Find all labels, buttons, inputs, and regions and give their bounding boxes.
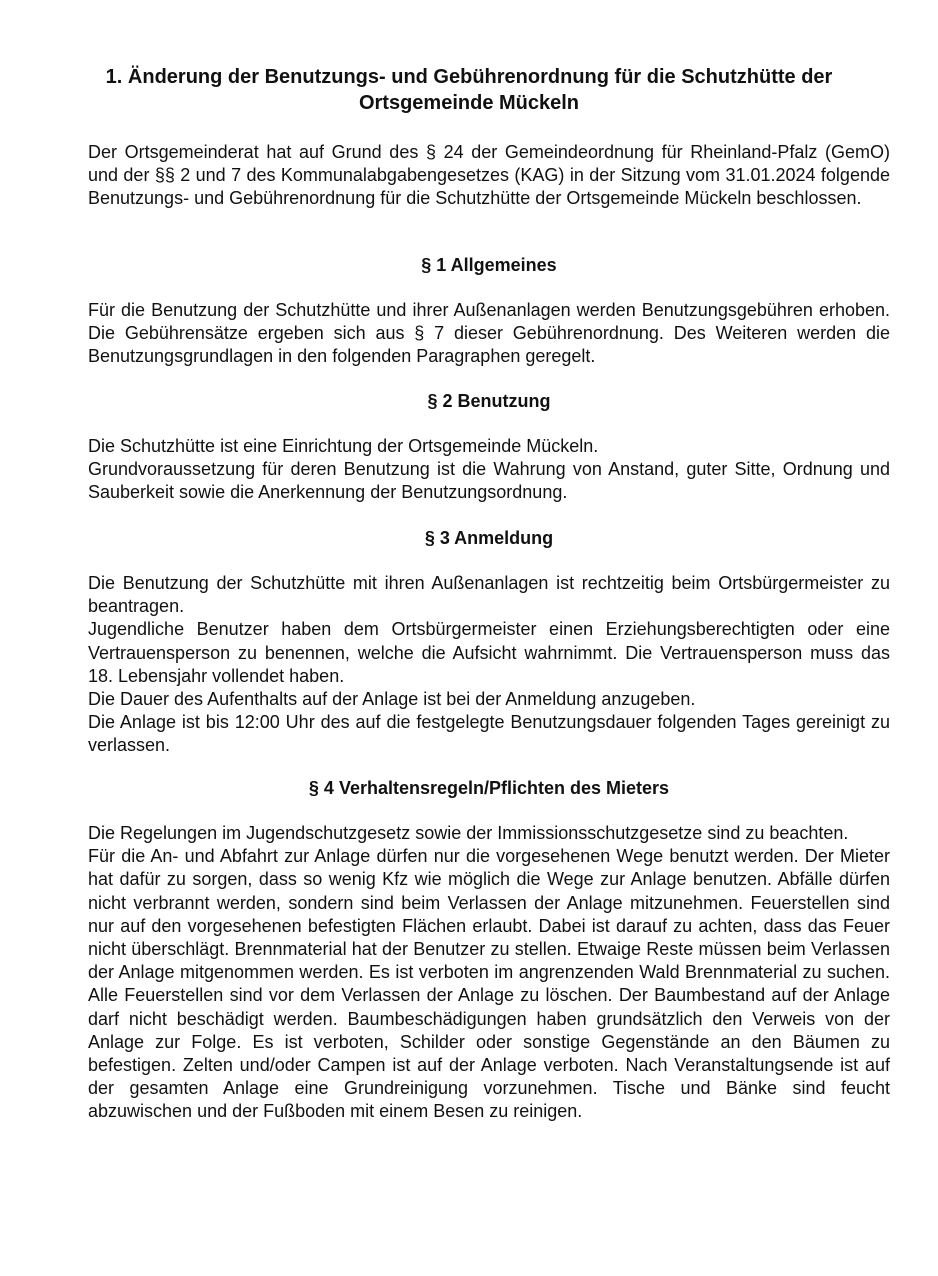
section-heading-3: § 3 Anmeldung: [424, 528, 554, 548]
intro-paragraph-block: [88, 141, 890, 211]
section-body-3: [88, 572, 890, 758]
section-body-1: [88, 299, 890, 369]
section-4-paragraph-1: Die Regelungen im Jugendschutzgesetz sowie der Immissionsschutzgesetze sind zu beachten.: [88, 823, 849, 843]
section-heading-1: § 1 Allgemeines: [421, 255, 557, 275]
section-2-paragraph-2: Grundvoraussetzung für deren Benutzung ist die Wahrung von Anstand, guter Sitte, Ordnung und Sauberkeit sowie die Anerkennung der Benutzungsordnung.: [88, 459, 890, 503]
section-3-paragraph-3: Die Dauer des Aufenthalts auf der Anlage ist bei der Anmeldung anzugeben.: [88, 689, 696, 710]
intro-paragraph: Der Ortsgemeinderat hat auf Grund des § 24 der Gemeindeordnung für Rheinland-Pfalz (GemO) und der §§ 2 und 7 des Kommunalabgabengesetzes (KAG) in der Sitzung vom 31.01.2024 folgende Benutzungs- und Gebührenordnung für die Schutzhütte der Ortsgemeinde Mückeln beschlossen.: [88, 142, 890, 209]
section-3-paragraph-1: Die Benutzung der Schutzhütte mit ihren Außenanlagen ist rechtzeitig beim Ortsbürgermeister zu beantragen.: [88, 573, 890, 617]
section-heading-2: § 2 Benutzung: [427, 391, 551, 411]
section-3-paragraph-4: Die Anlage ist bis 12:00 Uhr des auf die festgelegte Benutzungsdauer folgenden Tages gereinigt zu verlassen.: [88, 712, 890, 756]
section-4-paragraph-2: Für die An- und Abfahrt zur Anlage dürfen nur die vorgesehenen Wege benutzt werden. Der Mieter hat dafür zu sorgen, dass so wenig Kfz wie möglich die Wege zur Anlage benutzen. Abfälle dürfen nicht verbrannt werden, sondern sind beim Verlassen der Anlage mitzunehmen. Feuerstellen sind nur auf den vorgesehenen befestigten Flächen erlaubt. Dabei ist darauf zu achten, dass das Feuer nicht überschlägt. Brennmaterial hat der Benutzer zu stellen. Etwaige Reste müssen beim Verlassen der Anlage mitgenommen werden. Es ist verboten im angrenzenden Wald Brennmaterial zu suchen. Alle Feuerstellen sind vor dem Verlassen der Anlage zu löschen. Der Baumbestand auf der Anlage darf nicht beschädigt werden. Baumbeschädigungen haben grundsätzlich den Verweis von der Anlage zur Folge. Es ist verboten, Schilder oder sonstige Gegenstände an den Bäumen zu befestigen. Zelten und/oder Campen ist auf der Anlage verboten. Nach Veranstaltungsende ist auf der gesamten Anlage eine Grundreinigung vorzunehmen. Tische und Bänke sind feucht abzuwischen und der Fußboden mit einem Besen zu reinigen.: [88, 846, 890, 1122]
section-body-4: [88, 822, 890, 1124]
section-3-paragraph-2: Jugendliche Benutzer haben dem Ortsbürgermeister einen Erziehungsberechtigten oder eine Vertrauensperson zu benennen, welche die Aufsicht wahrnimmt. Die Vertrauensperson muss das 18. Lebensjahr vollendet haben.: [88, 619, 890, 686]
section-body-2: [88, 435, 890, 505]
section-heading-4: § 4 Verhaltensregeln/Pflichten des Mieters: [308, 778, 670, 798]
section-2-paragraph-1: Die Schutzhütte ist eine Einrichtung der Ortsgemeinde Mückeln.: [88, 436, 599, 456]
section-1-paragraph-1: Für die Benutzung der Schutzhütte und ihrer Außenanlagen werden Benutzungsgebühren erhoben. Die Gebührensätze ergeben sich aus § 7 dieser Gebührenordnung. Des Weiteren werden die Benutzungsgrundlagen in den folgenden Paragraphen geregelt.: [88, 300, 890, 367]
document-title: 1. Änderung der Benutzungs- und Gebührenordnung für die Schutzhütte der Ortsgemeinde Mückeln: [105, 66, 833, 114]
